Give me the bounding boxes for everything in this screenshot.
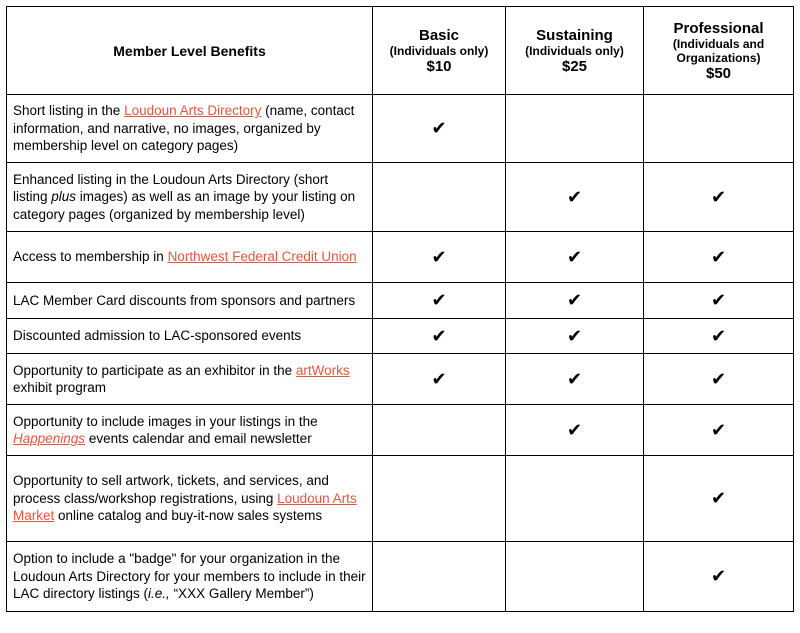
tier-name: Basic [418,26,460,44]
basic-check-cell [373,542,506,612]
table-row [7,542,794,612]
check-icon: ✔ [566,368,583,390]
professional-check-cell [644,163,794,232]
northwest-federal-credit-union-link[interactable]: Northwest Federal Credit Union [167,249,357,265]
check-icon: ✔ [431,118,447,139]
check-icon: ✔ [566,246,583,268]
basic-check-cell [373,283,506,319]
table-row [7,95,794,163]
header-row [7,7,794,95]
benefit-description: Option to include a "badge" for your organization in the Loudoun Arts Directory for your members to include in their LAC directory listings (i.e., “XXX Gallery Member”) [7,542,373,612]
tier-header-basic [373,7,506,95]
benefit-description: Opportunity to sell artwork, tickets, and services, and process class/workshop registrations, using Loudoun Arts Market online catalog and buy-it-now sales systems [7,456,373,542]
check-icon: ✔ [566,290,583,311]
tier-header-professional [644,7,794,95]
benefits-column-header: Member Level Benefits [7,7,373,95]
professional-check-cell [644,232,794,283]
check-icon: ✔ [431,290,447,311]
basic-check-cell [373,354,506,405]
check-icon: ✔ [431,325,447,347]
basic-check-cell [373,163,506,232]
professional-check-cell [644,405,794,456]
sustaining-check-cell [506,456,644,542]
basic-check-cell [373,319,506,354]
check-icon: ✔ [566,419,583,441]
tier-eligibility: (Individuals only) [525,43,624,58]
tier-name: Sustaining [536,26,613,44]
benefit-description: Discounted admission to LAC-sponsored events [7,319,373,354]
sustaining-check-cell [506,232,644,283]
check-icon: ✔ [431,246,447,268]
happenings-link[interactable]: Happenings [13,431,86,446]
benefit-description: Enhanced listing in the Loudoun Arts Directory (short listing plus images) as well as an image by your listing on category pages (organized by membership level) [7,163,373,232]
table-row [7,283,794,319]
tier-eligibility: (Individuals only) [389,43,489,58]
professional-check-cell [644,542,794,612]
check-icon: ✔ [431,368,447,390]
check-icon: ✔ [566,325,583,347]
check-icon: ✔ [710,419,727,441]
check-icon: ✔ [710,368,727,390]
sustaining-check-cell [506,283,644,319]
tier-eligibility: (Individuals and Organizations) [672,36,765,65]
table-row [7,163,794,232]
basic-check-cell [373,95,506,163]
tier-name: Professional [673,19,764,37]
loudoun-arts-market-link[interactable]: Loudoun Arts Market [13,490,357,524]
professional-check-cell [644,319,794,354]
professional-check-cell [644,283,794,319]
benefit-description: Short listing in the Loudoun Arts Directory (name, contact information, and narrative, no images, organized by membership level on category pages) [7,95,373,163]
loudoun-arts-directory-link[interactable]: Loudoun Arts Directory [124,103,262,119]
sustaining-check-cell [506,319,644,354]
professional-check-cell [644,95,794,163]
benefit-description: Access to membership in Northwest Federal Credit Union [7,232,373,283]
basic-check-cell [373,405,506,456]
sustaining-check-cell [506,405,644,456]
check-icon: ✔ [710,246,727,268]
tier-price: $10 [426,57,452,75]
sustaining-check-cell [506,163,644,232]
tier-price: $50 [705,64,732,82]
benefit-description: LAC Member Card discounts from sponsors and partners [7,283,373,319]
tier-price: $25 [561,57,588,75]
tier-header-sustaining [506,7,644,95]
table-row [7,232,794,283]
artworks-link[interactable]: artWorks [295,362,350,378]
check-icon: ✔ [710,488,727,509]
check-icon: ✔ [710,566,727,587]
sustaining-check-cell [506,542,644,612]
benefit-description: Opportunity to participate as an exhibitor in the artWorks exhibit program [7,354,373,405]
table-row [7,354,794,405]
sustaining-check-cell [506,354,644,405]
check-icon: ✔ [710,186,727,208]
sustaining-check-cell [506,95,644,163]
professional-check-cell [644,456,794,542]
table-row [7,456,794,542]
table-row [7,405,794,456]
check-icon: ✔ [566,186,583,208]
member-benefits-table [6,6,794,612]
basic-check-cell [373,232,506,283]
table-row [7,319,794,354]
benefit-description: Opportunity to include images in your listings in the Happenings events calendar and email newsletter [7,405,373,456]
professional-check-cell [644,354,794,405]
check-icon: ✔ [710,290,727,311]
check-icon: ✔ [710,325,727,347]
basic-check-cell [373,456,506,542]
